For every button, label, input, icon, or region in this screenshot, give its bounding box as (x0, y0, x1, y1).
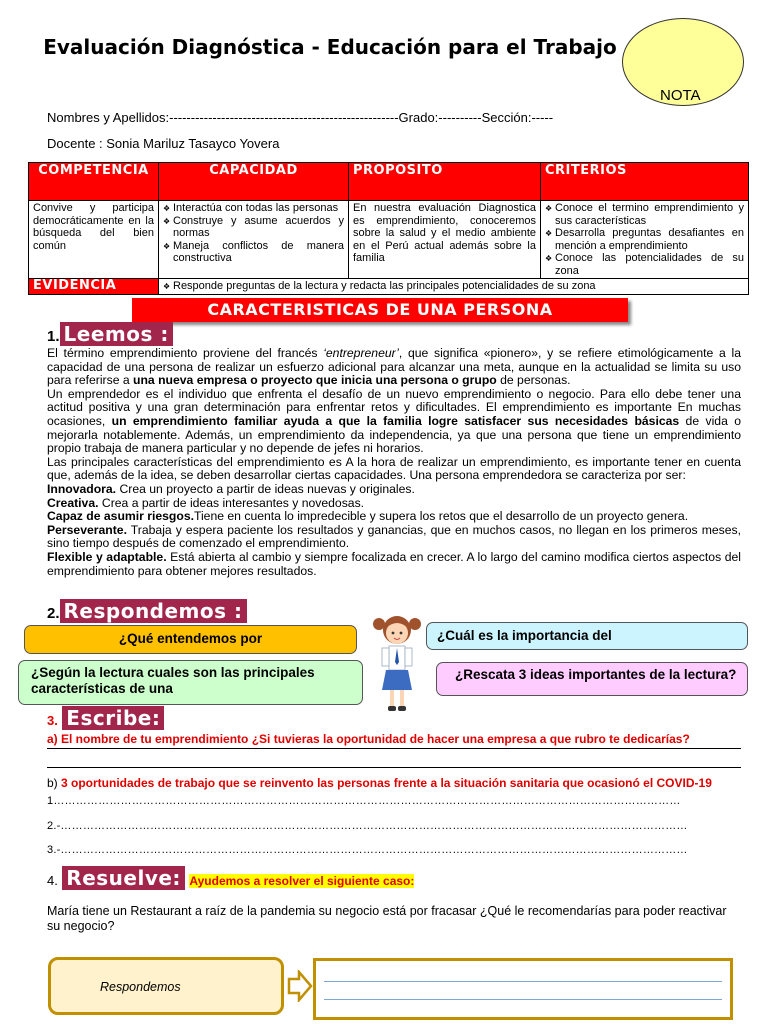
question-box-2 (426, 622, 748, 650)
answer-line (324, 981, 722, 982)
text: El término emprendimiento proviene del francés (47, 346, 324, 360)
trait-name: Capaz de asumir riesgos. (47, 509, 194, 524)
competencia-cell: Convive y participa democráticamente en la búsqueda del bien común (29, 201, 159, 279)
paragraph (47, 388, 741, 456)
section-number: 3. (47, 713, 58, 728)
paragraph: Las principales características del emprendimiento es A la hora de realizar un emprendimiento, es importante tener en cuenta que, además de la idea, se deben desarrollar ciertas capacidades. Una persona emprendedora se caracteriza por ser: (47, 454, 741, 483)
text-bold: una nueva empresa o proyecto que inicia una persona o grupo (133, 373, 497, 388)
student-girl-illustration (372, 610, 422, 714)
arrow-right-icon (287, 970, 313, 1002)
header-criterios: CRITERIOS (541, 163, 749, 201)
teacher-line: Docente : Sonia Mariluz Tasayco Yovera (47, 136, 280, 151)
prompt-a: a) El nombre de tu emprendimiento ¿Si tuvieras la oportunidad de hacer una empresa a que rubro te dedicarías? (47, 732, 690, 746)
respond-box (48, 957, 284, 1015)
trait-text: Trabaja y espera paciente los resultados y ganancias, que en muchos casos, no llegan en los primeros meses, sino tiempo después de comenzado el emprendimiento. (47, 522, 741, 551)
nota-label: NOTA (660, 87, 701, 104)
trait-text: Tiene en cuenta lo impredecible y supera los retos que el desarrollo de un proyecto genera. (193, 509, 689, 524)
section4-heading (47, 866, 414, 890)
text: Un emprendedor es el individuo que enfrenta el desafío de un nuevo emprendimiento o negocio. Para ello debe tener una actitud positiva y una gran determinación para enfrentar retos y dificultades. El emprendimiento es importante En muchas ocasiones, (47, 386, 741, 428)
escribe-heading: Escribe: (62, 706, 164, 730)
section2-heading (47, 599, 247, 623)
question-text: ¿Según la lectura cuales son las principales características de una (31, 665, 315, 696)
trait-item (47, 510, 741, 524)
criterio-item: ❖ Conoce las potencialidades de su zona (555, 252, 744, 277)
header-capacidad: CAPACIDAD (159, 163, 349, 201)
section-number: 2. (47, 605, 60, 622)
evidencia-cell (159, 279, 749, 295)
answer-line-2[interactable]: 2.-…………………………………………………………………………………………………………………………………………………… (47, 820, 688, 832)
answer-line (324, 999, 722, 1000)
section1-heading (47, 322, 173, 346)
case-text: María tiene un Restaurant a raíz de la pandemia su negocio está por fracasar ¿Qué le recomendarías para poder reactivar su negocio? (47, 904, 727, 933)
answer-line[interactable] (47, 767, 741, 768)
trait-name: Perseverante. (47, 522, 127, 537)
trait-item (47, 483, 741, 497)
answer-line[interactable] (47, 748, 741, 749)
table-row (29, 201, 749, 279)
capacidad-cell (159, 201, 349, 279)
paragraph (47, 347, 741, 388)
leemos-heading: Leemos : (60, 322, 173, 346)
case-highlight: Ayudemos a resolver el siguiente caso: (189, 874, 415, 888)
trait-name: Flexible y adaptable. (47, 549, 167, 564)
criterio-item: ❖ Conoce el termino emprendimiento y sus características (555, 202, 744, 227)
answer-line-1[interactable]: 1…………………………………………………………………………………………………………………………………………………… (47, 795, 681, 807)
prompt-b-label: b) (47, 776, 62, 790)
answer-line-3[interactable]: 3.-…………………………………………………………………………………………………………………………………………………… (47, 844, 688, 856)
question-text: ¿Qué entendemos por (118, 631, 263, 646)
resuelve-heading: Resuelve: (62, 866, 185, 890)
reading-text (47, 347, 741, 578)
page-title: Evaluación Diagnóstica - Educación para el Trabajo (43, 35, 617, 59)
capacidad-item: ❖ Construye y asume acuerdos y normas (173, 215, 344, 240)
text: de vida o mejorarla notablemente. Además, un emprendimiento da independencia, ya que una persona que tiene un emprendimiento propio trabaja de manera particular y no depende de jefes ni horarios. (47, 413, 741, 456)
trait-text: Está abierta al cambio y siempre focalizada en crecer. A lo largo del camino modifica ciertos aspectos del emprendimiento para obtener mejores resultados. (47, 549, 741, 578)
evidencia-text: ❖ Responde preguntas de la lectura y redacta las principales potencialidades de su zona (173, 280, 744, 293)
trait-text: Crea un proyecto a partir de ideas nuevas y originales. (116, 481, 415, 496)
respond-label: Respondemos (100, 980, 181, 994)
capacidad-item: ❖ Interactúa con todas las personas (173, 202, 344, 215)
section-number: 1. (47, 328, 60, 345)
evidencia-label: EVIDENCIA (29, 279, 159, 295)
question-text: ¿Rescata 3 ideas importantes de la lectura? (455, 667, 737, 682)
header-proposito: PROPOSITO (349, 163, 541, 201)
prompt-b-text: 3 oportunidades de trabajo que se reinvento las personas frente a la situación sanitaria que ocasionó el COVID-19 (61, 776, 712, 790)
table-header-row (29, 163, 749, 201)
question-text: ¿Cuál es la importancia del (437, 628, 612, 643)
header-competencia: COMPETENCIA (29, 163, 159, 201)
question-box-3 (18, 660, 363, 705)
answer-box[interactable] (313, 958, 733, 1020)
trait-item (47, 497, 741, 511)
text-italic: ‘entrepreneur’ (323, 346, 399, 360)
prompt-b (47, 776, 712, 790)
proposito-cell: En nuestra evaluación Diagnostica es emprendimiento, conoceremos sobre la salud y el medio ambiente en el Perú actual además sobre la familia (349, 201, 541, 279)
text: , que significa «pionero», y se refiere etimológicamente a la capacidad de una persona de realizar un esfuerzo adicional para alcanzar una meta, aunque en la actualidad se limita su uso para referirse a (47, 346, 741, 388)
trait-text: Crea a partir de ideas interesantes y novedosas. (98, 495, 365, 510)
trait-item (47, 524, 741, 551)
competency-table (28, 162, 749, 295)
section3-heading (47, 706, 164, 730)
criterio-item: ❖ Desarrolla preguntas desafiantes en mención a emprendimiento (555, 227, 744, 252)
text: de personas. (496, 373, 571, 388)
criterios-cell (541, 201, 749, 279)
capacidad-item: ❖ Maneja conflictos de manera constructiva (173, 240, 344, 265)
text-bold: un emprendimiento familiar ayuda a que la familia logre satisfacer sus necesidades básicas (105, 413, 680, 428)
evidencia-row (29, 279, 749, 295)
section-number: 4. (47, 873, 58, 888)
names-line: Nombres y Apellidos:-----------------------------------------------------Grado:----------Sección:----- (47, 110, 554, 125)
section-banner: CARACTERISTICAS DE UNA PERSONA (132, 298, 628, 322)
trait-name: Creativa. (47, 495, 99, 510)
respondemos-heading: Respondemos : (60, 599, 247, 623)
question-box-1 (24, 625, 357, 654)
trait-name: Innovadora. (47, 481, 117, 496)
question-box-4 (436, 662, 748, 696)
trait-item (47, 551, 741, 578)
